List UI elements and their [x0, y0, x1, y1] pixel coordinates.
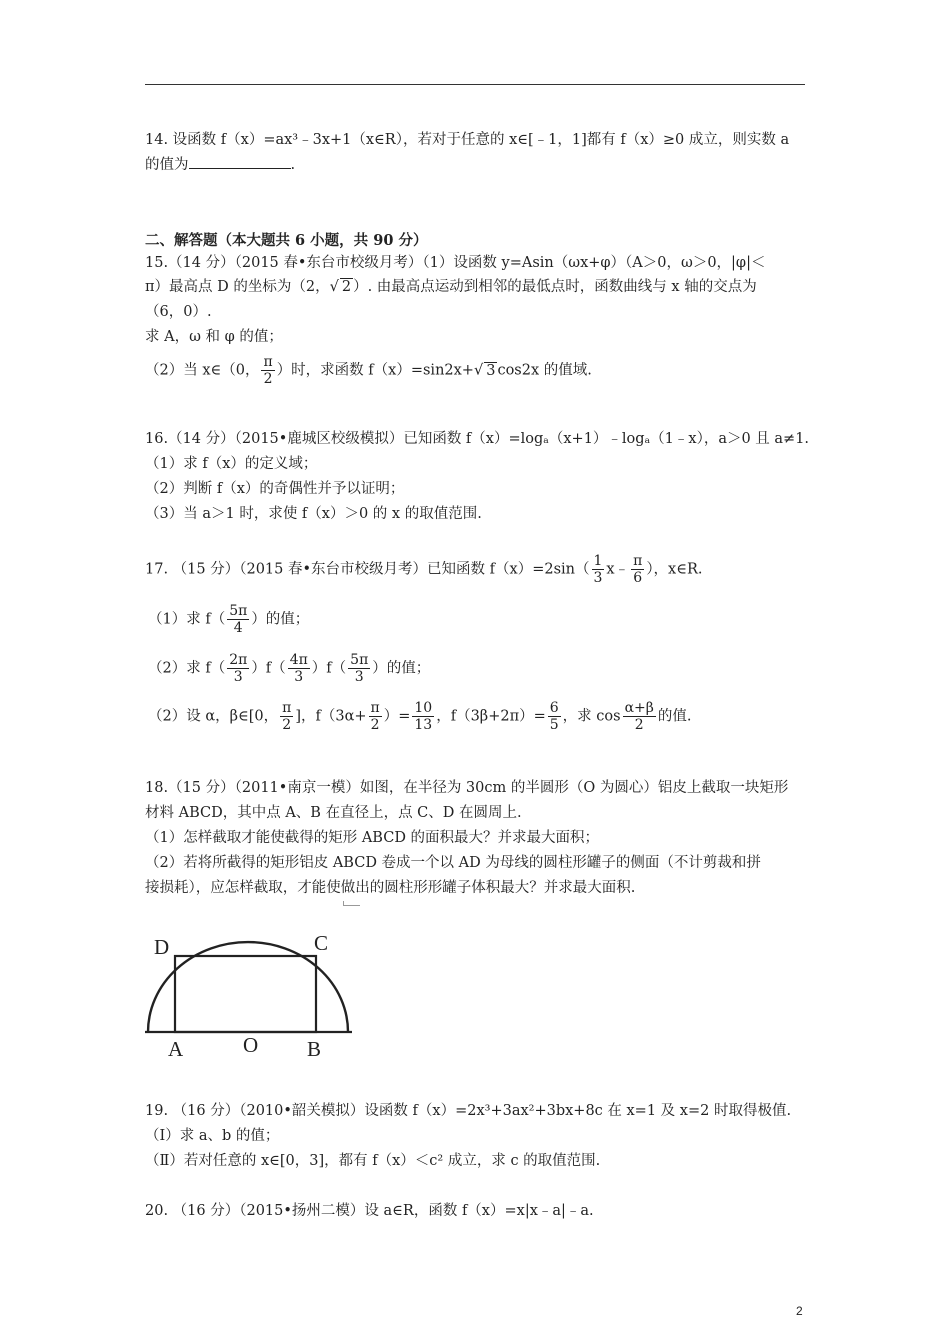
q14-line1: 14. 设函数 f（x）=ax³﹣3x+1（x∈R），若对于任意的 x∈[﹣1，1]都有 f（x）≥0 成立，则实数 a [145, 132, 790, 148]
frac-num: π [263, 354, 273, 370]
q17-text: ）f（ [311, 660, 347, 677]
header-rule [145, 84, 805, 85]
q15-line4: 求 A，ω 和 φ 的值； [145, 329, 283, 345]
q17-line3 [148, 652, 430, 685]
q14-line2 [145, 153, 295, 174]
q17-text: （1）求 f（ [148, 611, 226, 628]
fraction [280, 700, 293, 733]
q17-text: ）的值； [251, 611, 310, 628]
rectangle-abcd [175, 956, 316, 1032]
q17-text: 的值. [657, 708, 692, 725]
corner-mark [343, 901, 360, 906]
frac-den: 4 [233, 620, 243, 636]
q14-text-end: . [290, 157, 296, 173]
sqrt-sign: √ [329, 279, 339, 295]
frac-num: π [370, 700, 380, 716]
q17-text: ]，f（3α+ [295, 708, 367, 725]
q17-text: x﹣ [606, 561, 630, 578]
frac-den: 13 [414, 717, 433, 733]
q17-text: （2）设 α，β∈[0， [148, 708, 279, 725]
q19-line1: 19. （16 分）（2010•韶关模拟）设函数 f（x）=2x³+3ax²+3bx+8c 在 x=1 及 x=2 时取得极值. [145, 1103, 792, 1119]
q16-line2: （1）求 f（x）的定义域； [145, 456, 318, 472]
frac-num: π [282, 700, 292, 716]
label-b: B [307, 1037, 322, 1061]
q17-text: ，f（3β+2π）= [436, 708, 546, 725]
q15-line5 [145, 354, 592, 387]
frac-den: 3 [593, 570, 603, 586]
q18-line4: （2）若将所截得的矩形铝皮 ABCD 卷成一个以 AD 为母线的圆柱形罐子的侧面（不计剪裁和拼 [145, 855, 761, 871]
fraction [369, 700, 382, 733]
frac-den: 3 [233, 669, 243, 685]
q17-text: ，求 cos [562, 708, 621, 725]
q15-text: （2）当 x∈（0， [145, 362, 260, 379]
q17-text: ）f（ [251, 660, 286, 677]
sqrt-value: 3 [486, 362, 496, 379]
q19-line3: （Ⅱ）若对任意的 x∈[0，3]，都有 f（x）＜c² 成立，求 c 的取值范围. [145, 1153, 601, 1169]
sqrt-sign: √ [473, 362, 484, 379]
frac-den: 2 [370, 717, 380, 733]
q16-line1: 16.（14 分）（2015•鹿城区校级模拟）已知函数 f（x）=logₐ（x+1）﹣logₐ（1﹣x），a＞0 且 a≠1. [145, 431, 810, 447]
frac-den: 5 [549, 717, 559, 733]
q18-line3: （1）怎样截取才能使截得的矩形 ABCD 的面积最大？并求最大面积； [145, 830, 600, 846]
q17-text: ）的值； [372, 660, 431, 677]
fraction [348, 652, 370, 685]
q17-text: ）= [383, 708, 411, 725]
section-title: 二、解答题（本大题共 6 小题，共 90 分） [145, 232, 428, 249]
q15-text: ）时，求函数 f（x）=sin2x+ [276, 362, 474, 379]
frac-num: 5π [350, 652, 369, 668]
label-d: D [154, 935, 170, 959]
frac-den: 3 [294, 669, 304, 685]
fraction [592, 553, 605, 586]
page-number: 2 [796, 1304, 803, 1318]
label-o: O [243, 1033, 259, 1057]
semicircle-figure [140, 918, 370, 1063]
q14-text: 的值为 [145, 157, 189, 173]
q17-line1 [145, 553, 703, 586]
frac-num: 10 [414, 700, 433, 716]
q20-line1: 20. （16 分）（2015•扬州二模）设 a∈R，函数 f（x）=x|x﹣a|﹣a. [145, 1203, 594, 1219]
q18-line5: 接损耗），应怎样截取，才能使做出的圆柱形形罐子体积最大？并求最大面积. [145, 880, 636, 896]
fraction [631, 553, 644, 586]
q18-line2: 材料 ABCD，其中点 A、B 在直径上，点 C、D 在圆周上. [145, 805, 522, 821]
fraction [227, 603, 249, 636]
q16-line4: （3）当 a＞1 时，求使 f（x）＞0 的 x 的取值范围. [145, 506, 482, 522]
q15-text: cos2x 的值域. [497, 362, 592, 379]
fraction [623, 700, 656, 733]
frac-num: α+β [624, 700, 654, 716]
sqrt-value: 2 [341, 279, 352, 295]
answer-blank [189, 154, 291, 169]
label-a: A [168, 1037, 184, 1061]
q15-line1: 15.（14 分）（2015 春•东台市校级月考）（1）设函数 y=Asin（ωx+φ）（A＞0，ω＞0，|φ|＜ [145, 255, 766, 271]
q15-text: π）最高点 D 的坐标为（2， [145, 279, 330, 295]
frac-den: 3 [354, 669, 364, 685]
frac-num: 4π [289, 652, 308, 668]
q15-text: ）. 由最高点运动到相邻的最低点时，函数曲线与 x 轴的交点为 [353, 279, 757, 295]
frac-num: 1 [593, 553, 603, 569]
q19-line2: （Ⅰ）求 a、b 的值； [145, 1128, 280, 1144]
fraction [288, 652, 310, 685]
frac-num: π [633, 553, 643, 569]
fraction [412, 700, 434, 733]
q17-line2 [148, 603, 309, 636]
fraction [261, 354, 274, 387]
q17-text: ），x∈R. [646, 561, 703, 578]
q16-line3: （2）判断 f（x）的奇偶性并予以证明； [145, 481, 405, 497]
frac-den: 6 [633, 570, 643, 586]
frac-num: 5π [229, 603, 248, 619]
label-c: C [314, 931, 329, 955]
frac-den: 2 [282, 717, 292, 733]
fraction [548, 700, 561, 733]
q15-line3: （6，0）. [145, 304, 212, 320]
q17-line4 [148, 700, 691, 733]
frac-den: 2 [634, 717, 644, 733]
q15-line2 [145, 275, 757, 296]
q17-text: 17. （15 分）（2015 春•东台市校级月考）已知函数 f（x）=2sin（ [145, 561, 590, 578]
fraction [227, 652, 249, 685]
frac-num: 6 [549, 700, 559, 716]
q18-line1: 18.（15 分）（2011•南京一模）如图，在半径为 30cm 的半圆形（O 为圆心）铝皮上截取一块矩形 [145, 780, 789, 796]
q17-text: （2）求 f（ [148, 660, 226, 677]
frac-den: 2 [263, 371, 273, 387]
frac-num: 2π [229, 652, 248, 668]
